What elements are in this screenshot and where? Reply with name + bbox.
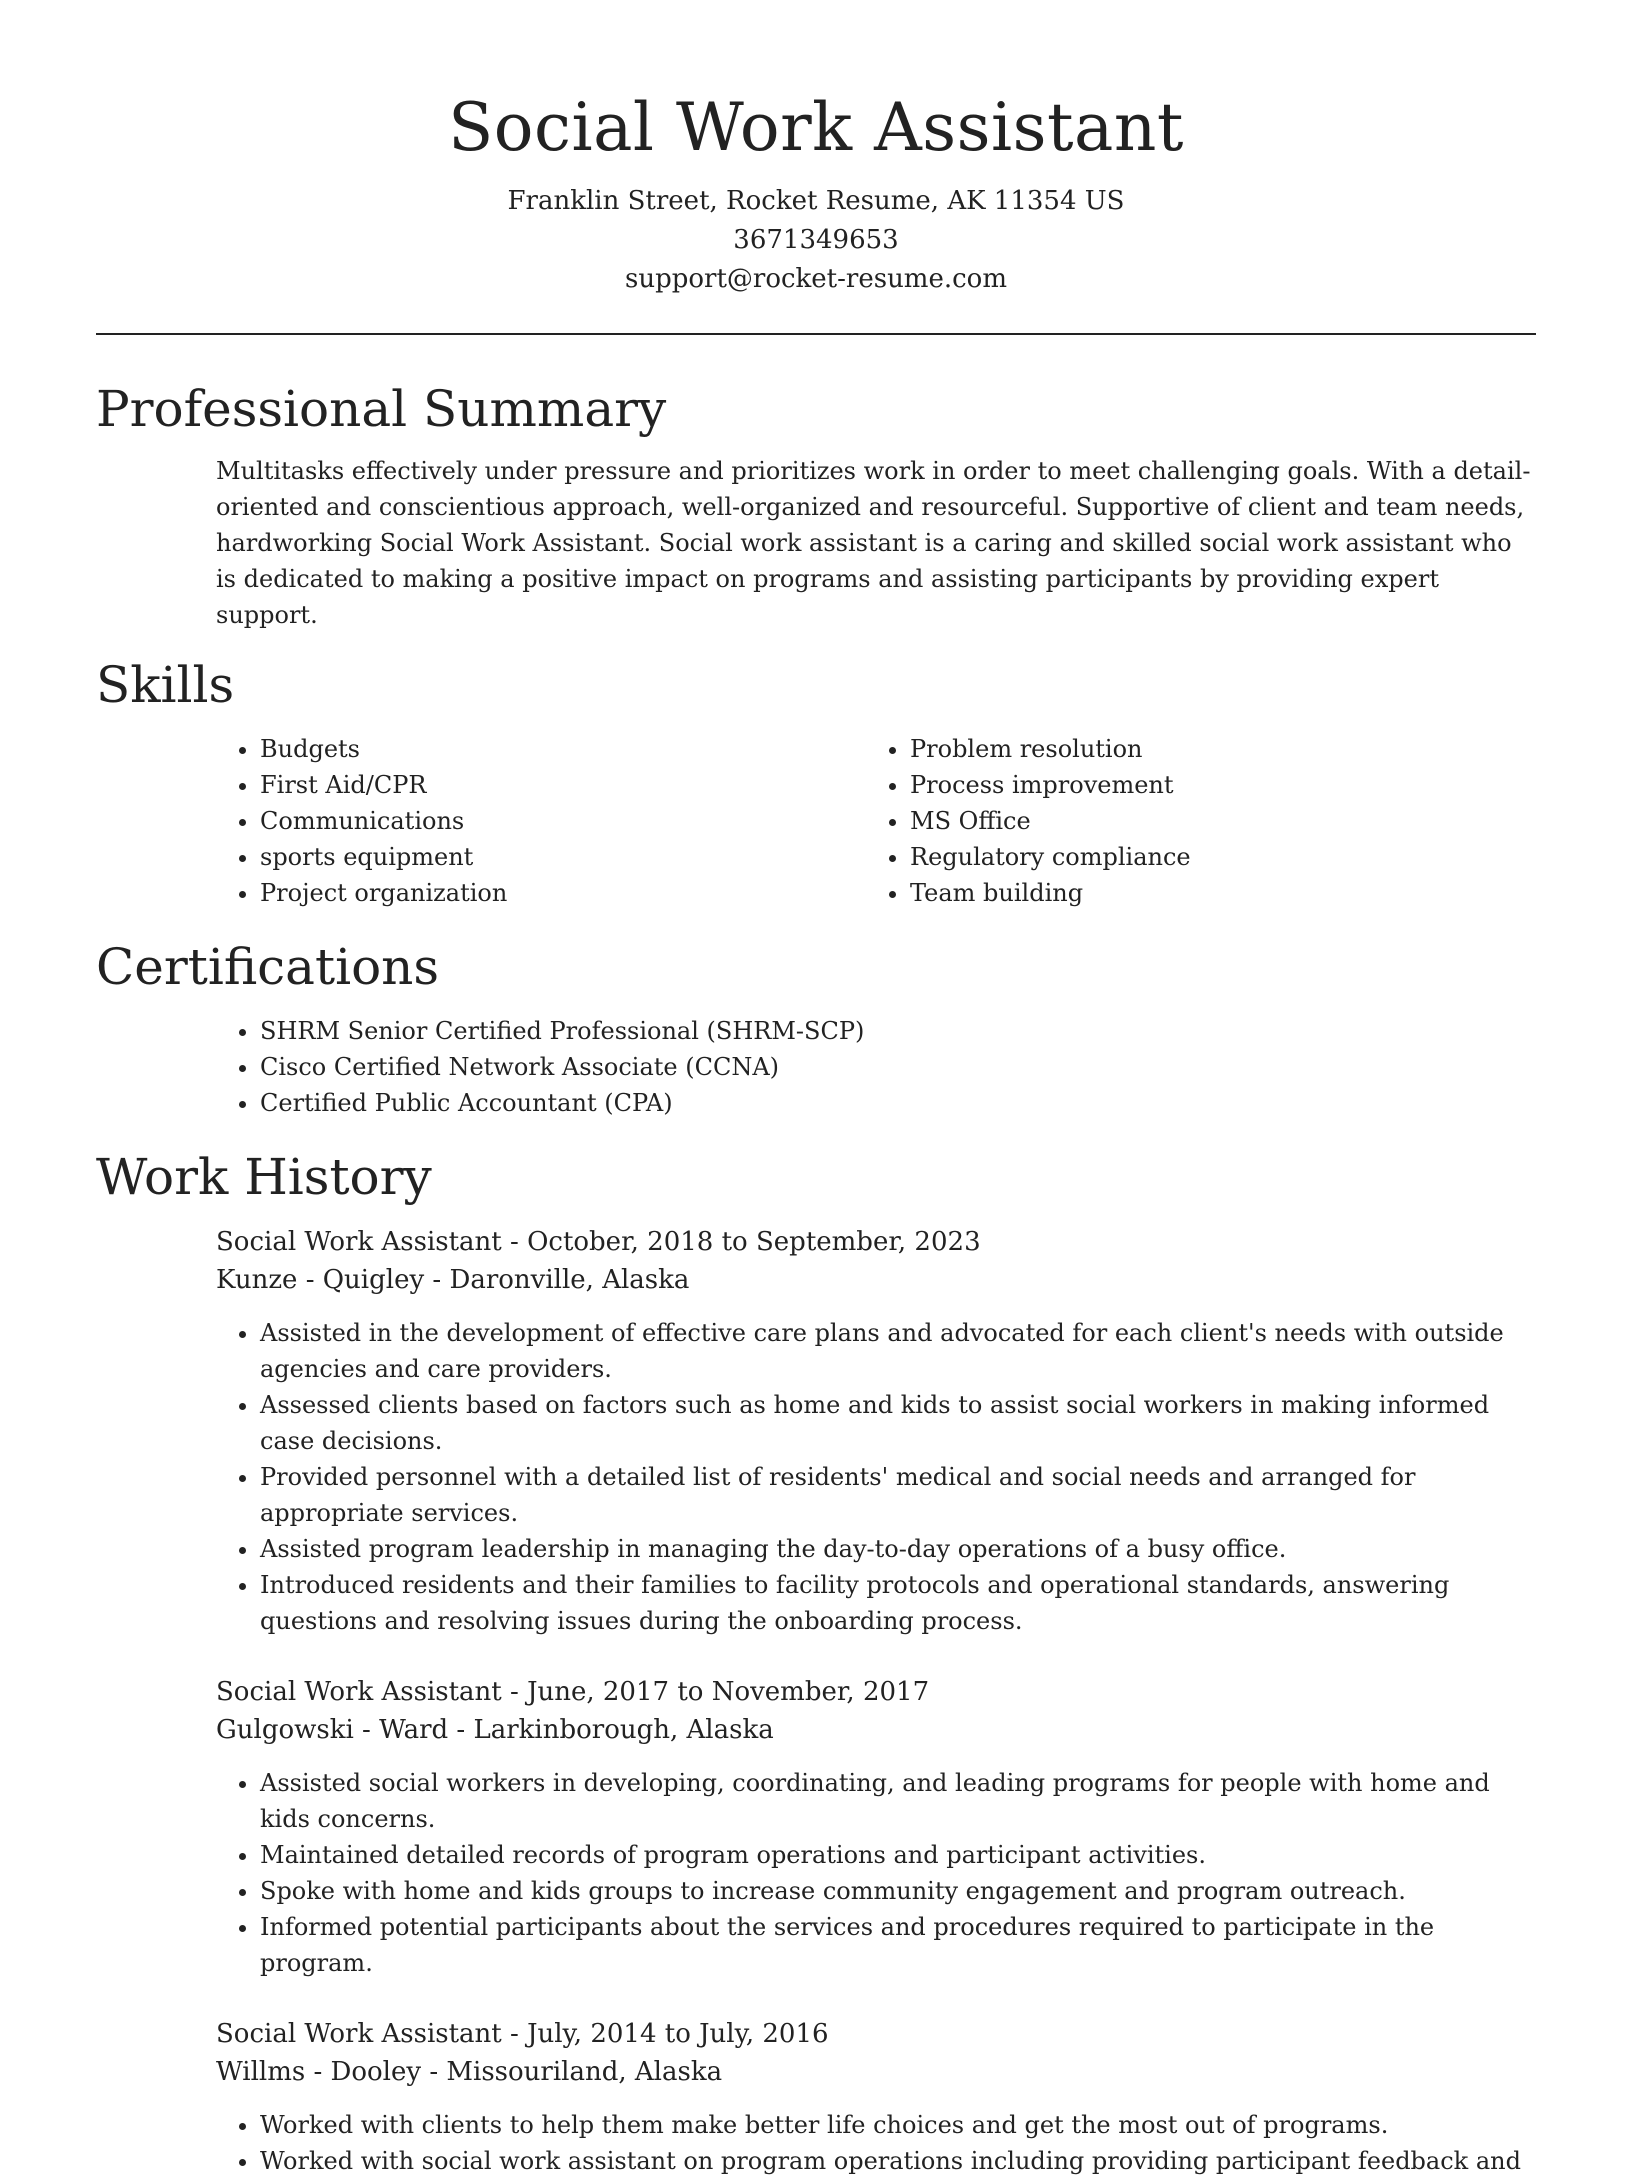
- skill-item: • Communications: [260, 803, 866, 839]
- job-bullets: [216, 2107, 1536, 2179]
- job-bullets: [216, 1765, 1536, 1981]
- candidate-name: Social Work Assistant: [448, 89, 1184, 166]
- job-bullet: • Spoke with home and kids groups to increase community engagement and program outreach.: [260, 1873, 1536, 1909]
- job-bullet: • Maintained detailed records of program operations and participant activities.: [260, 1837, 1536, 1873]
- job-bullet: • Provided personnel with a detailed list of residents' medical and social needs and arranged for appropriate services.: [260, 1459, 1536, 1531]
- job-bullet: • Worked with clients to help them make better life choices and get the most out of programs.: [260, 2107, 1536, 2143]
- job-dates: - June, 2017 to November, 2017: [501, 1677, 930, 1707]
- job-role: Social Work Assistant: [216, 2019, 502, 2049]
- header-divider: [96, 333, 1536, 335]
- job-entry: [216, 2015, 1536, 2179]
- skill-item: • First Aid/CPR: [260, 767, 866, 803]
- job-employer: Gulgowski - Ward - Larkinborough, Alaska: [216, 1715, 774, 1745]
- job-bullet: • Assessed clients based on factors such as home and kids to assist social workers in making informed case decisions.: [260, 1387, 1536, 1459]
- job-bullets: [216, 1315, 1536, 1639]
- skill-item: • Regulatory compliance: [910, 839, 1516, 875]
- summary-text: Multitasks effectively under pressure and prioritizes work in order to meet challenging goals. With a detail-oriented and conscientious approach, well-organized and resourceful. Supportive of client and team needs, hardworking Social Work Assistant. Social work assistant is a caring and skilled social work assistant who is dedicated to making a positive impact on programs and assisting participants by providing expert support.: [216, 457, 1531, 629]
- resume-page: [96, 0, 1536, 2179]
- job-bullet: • Informed potential participants about the services and procedures required to participate in the program.: [260, 1909, 1536, 1981]
- job-entry: [216, 1223, 1536, 1639]
- certification-item: • SHRM Senior Certified Professional (SHRM-SCP): [260, 1013, 1536, 1049]
- skills-heading: Skills: [96, 656, 235, 714]
- skills-list: [216, 731, 1536, 911]
- job-role: Social Work Assistant: [216, 1227, 502, 1257]
- certification-item: • Certified Public Accountant (CPA): [260, 1085, 1536, 1121]
- job-dates: - October, 2018 to September, 2023: [501, 1227, 981, 1257]
- job-employer: Kunze - Quigley - Daronville, Alaska: [216, 1265, 690, 1295]
- contact-email: support@rocket-resume.com: [624, 264, 1007, 294]
- work-history-heading: Work History: [96, 1148, 432, 1206]
- skill-item: • Process improvement: [910, 767, 1516, 803]
- job-bullet: • Assisted social workers in developing, coordinating, and leading programs for people with home and kids concerns.: [260, 1765, 1536, 1837]
- job-title-line: [216, 2015, 1536, 2053]
- skill-item: • Team building: [910, 875, 1516, 911]
- job-title-line: [216, 1223, 1536, 1261]
- job-bullet: • Assisted in the development of effective care plans and advocated for each client's needs with outside agencies and care providers.: [260, 1315, 1536, 1387]
- skill-item: • MS Office: [910, 803, 1516, 839]
- job-bullet: • Introduced residents and their families to facility protocols and operational standards, answering questions and resolving issues during the onboarding process.: [260, 1567, 1536, 1639]
- contact-phone: 3671349653: [733, 225, 899, 255]
- skill-item: • Budgets: [260, 731, 866, 767]
- contact-address: Franklin Street, Rocket Resume, AK 11354 US: [507, 186, 1125, 216]
- skill-item: • Project organization: [260, 875, 866, 911]
- job-role: Social Work Assistant: [216, 1677, 502, 1707]
- skill-item: • Problem resolution: [910, 731, 1516, 767]
- resume-header: [96, 0, 1536, 299]
- contact-block: [96, 182, 1536, 299]
- job-bullet: • Assisted program leadership in managing the day-to-day operations of a busy office.: [260, 1531, 1536, 1567]
- skills-column-left: [216, 731, 866, 911]
- job-title-line: [216, 1673, 1536, 1711]
- certification-item: • Cisco Certified Network Associate (CCNA): [260, 1049, 1536, 1085]
- skill-item: • sports equipment: [260, 839, 866, 875]
- job-bullet: • Worked with social work assistant on program operations including providing participant feedback and: [260, 2143, 1536, 2179]
- job-entry: [216, 1673, 1536, 1981]
- certifications-heading: Certifications: [96, 938, 440, 996]
- summary-heading: Professional Summary: [96, 380, 667, 438]
- job-dates: - July, 2014 to July, 2016: [501, 2019, 829, 2049]
- skills-column-right: [866, 731, 1516, 911]
- job-employer: Willms - Dooley - Missouriland, Alaska: [216, 2057, 723, 2087]
- certifications-list: [216, 1013, 1536, 1121]
